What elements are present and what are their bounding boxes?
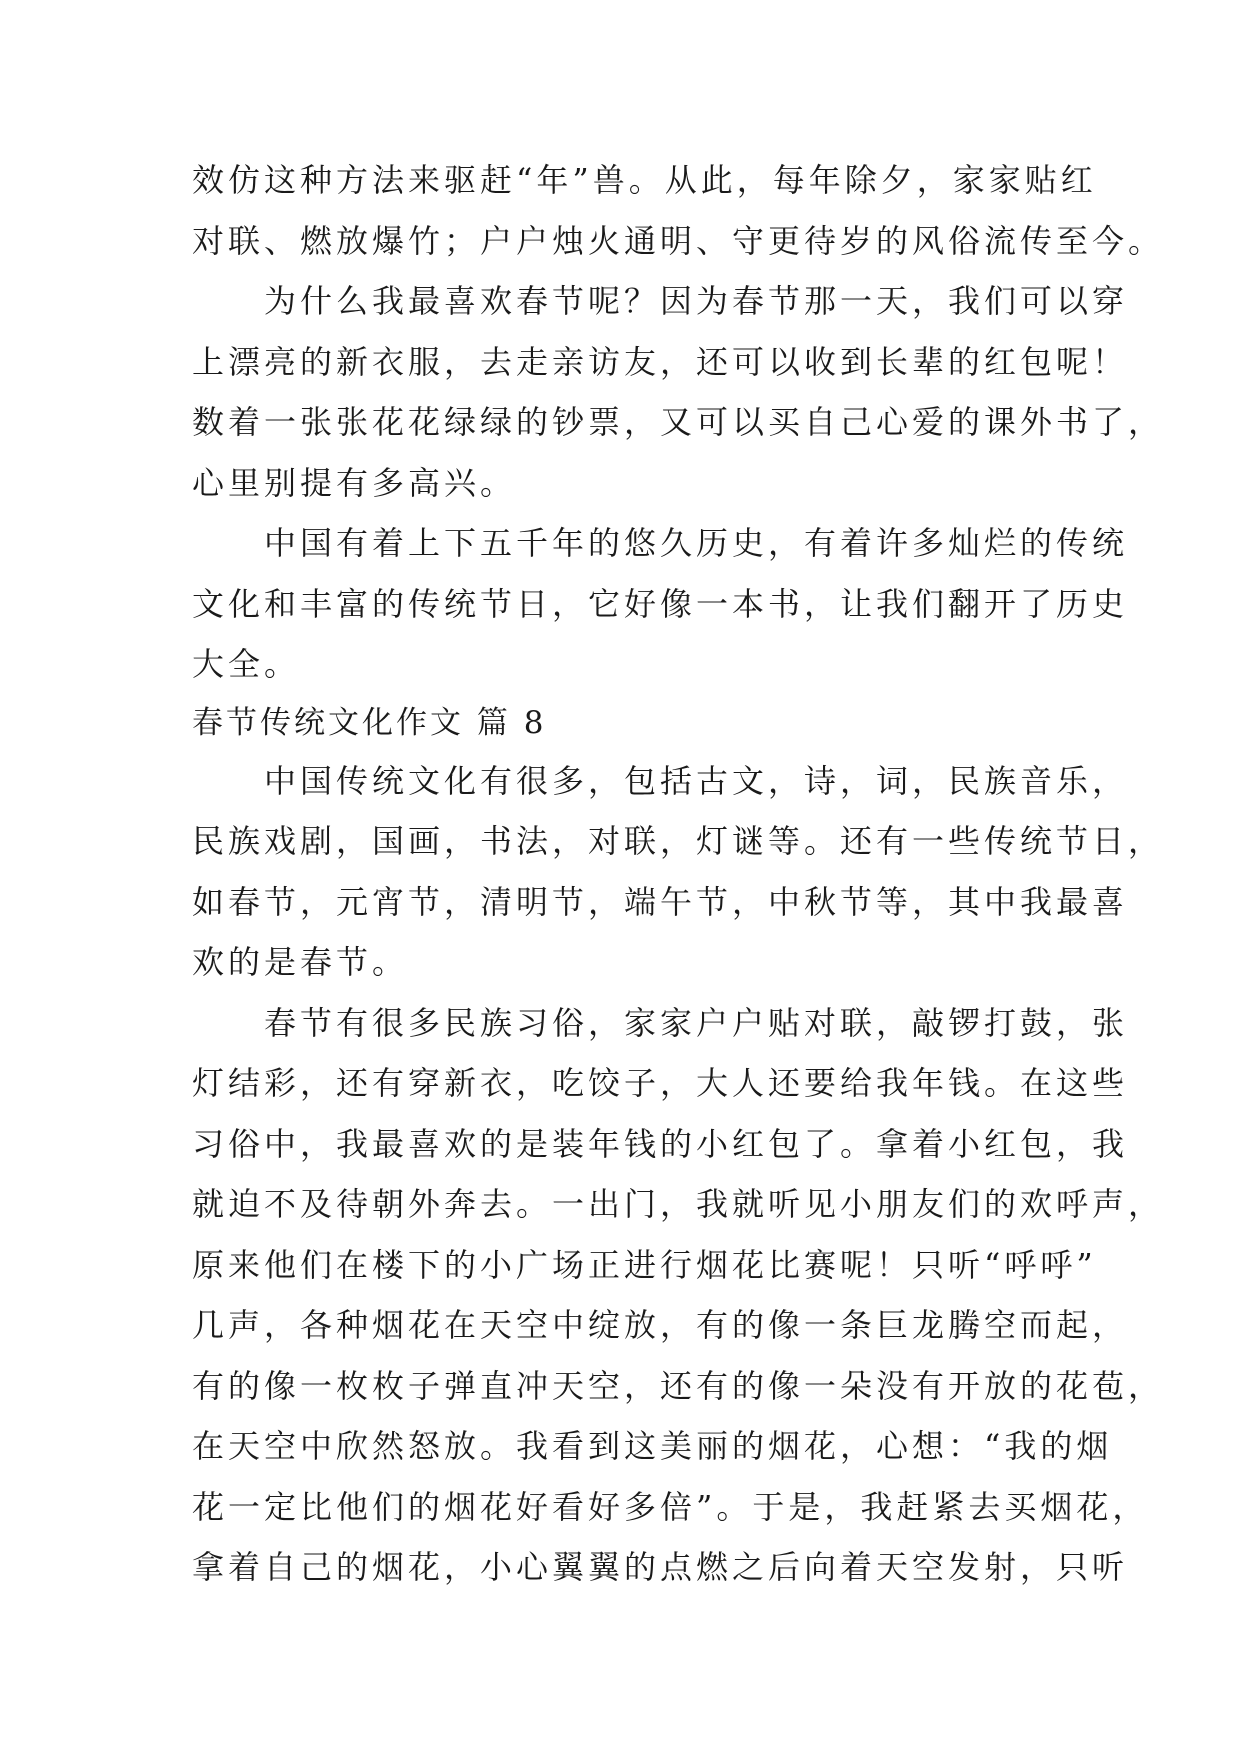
text-line: 灯结彩，还有穿新衣，吃饺子，大人还要给我年钱。在这些 <box>192 1064 1129 1102</box>
text-line: 习俗中，我最喜欢的是装年钱的小红包了。拿着小红包，我 <box>192 1124 1129 1163</box>
text-line: 中国传统文化有很多，包括古文，诗，词，民族音乐， <box>192 761 1129 800</box>
text-line: 文化和丰富的传统节日，它好像一本书，让我们翻开了历史 <box>192 584 1129 623</box>
text-line: 花一定比他们的烟花好看好多倍”。于是，我赶紧去买烟花， <box>192 1487 1149 1526</box>
section-heading: 春节传统文化作文 篇 8 <box>192 704 547 741</box>
text-line: 对联、燃放爆竹；户户烛火通明、守更待岁的风俗流传至今。 <box>192 221 1165 260</box>
text-line: 如春节，元宵节，清明节，端午节，中秋节等，其中我最喜 <box>192 882 1129 921</box>
text-line: 大全。 <box>192 645 301 683</box>
text-line: 民族戏剧，国画，书法，对联，灯谜等。还有一些传统节日， <box>192 822 1165 860</box>
text-line: 欢的是春节。 <box>192 943 409 981</box>
text-line: 几声，各种烟花在天空中绽放，有的像一条巨龙腾空而起， <box>192 1306 1129 1344</box>
text-line: 效仿这种方法来驱赶“年”兽。从此，每年除夕，家家贴红 <box>192 161 1097 199</box>
text-line: 数着一张张花花绿绿的钞票，又可以买自己心爱的课外书了， <box>192 403 1165 441</box>
text-line: 心里别提有多高兴。 <box>192 463 517 502</box>
text-line: 为什么我最喜欢春节呢？因为春节那一天，我们可以穿 <box>192 282 1129 320</box>
text-line: 在天空中欣然怒放。我看到这美丽的烟花，心想：“我的烟 <box>192 1427 1113 1465</box>
text-line: 原来他们在楼下的小广场正进行烟花比赛呢！只听“呼呼” <box>192 1245 1097 1284</box>
document-page <box>192 150 1165 1598</box>
text-line: 上漂亮的新衣服，去走亲访友，还可以收到长辈的红包呢！ <box>192 342 1129 381</box>
text-line: 中国有着上下五千年的悠久历史，有着许多灿烂的传统 <box>192 524 1129 562</box>
text-line: 就迫不及待朝外奔去。一出门，我就听见小朋友们的欢呼声， <box>192 1185 1165 1223</box>
text-line: 有的像一枚枚子弹直冲天空，还有的像一朵没有开放的花苞， <box>192 1366 1165 1405</box>
text-line: 春节有很多民族习俗，家家户户贴对联，敲锣打鼓，张 <box>192 1003 1129 1042</box>
text-line: 拿着自己的烟花，小心翼翼的点燃之后向着天空发射，只听 <box>192 1548 1129 1586</box>
